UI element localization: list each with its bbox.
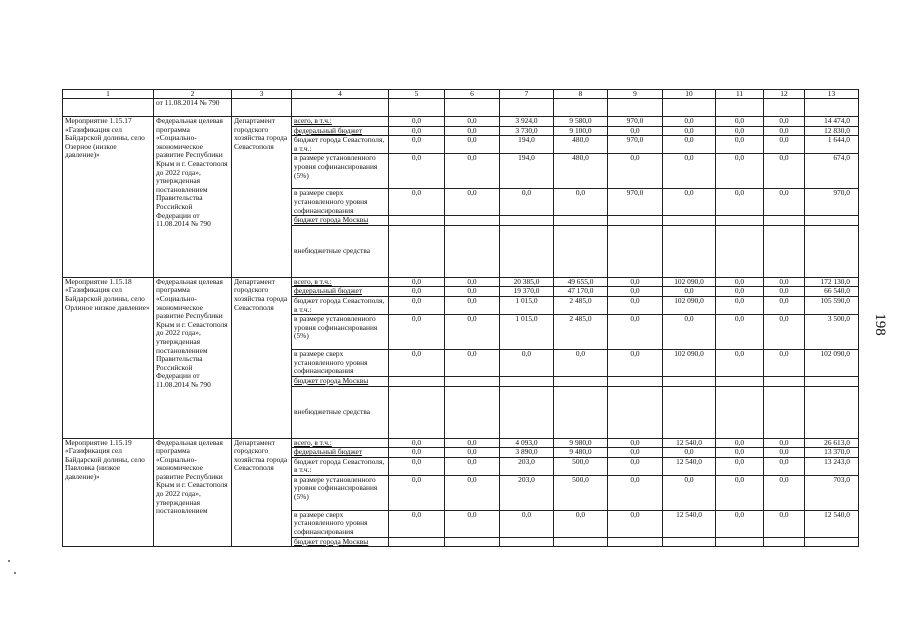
col-header: 12 (764, 90, 805, 99)
value-cell: 0,0 (764, 189, 805, 216)
value-cell: 0,0 (445, 315, 500, 350)
value-cell: 0,0 (445, 510, 500, 537)
value-cell: 0,0 (445, 117, 500, 127)
row-label: федеральный бюджет (292, 448, 389, 458)
col-header: 13 (805, 90, 859, 99)
row-label: бюджет города Севастополя, в т.ч.: (292, 136, 389, 154)
value-cell: 0,0 (608, 296, 663, 314)
table-row (63, 438, 859, 448)
value-cell: 0,0 (389, 136, 445, 154)
value-cell: 970,0 (608, 117, 663, 127)
value-cell (445, 216, 500, 226)
value-cell (716, 537, 764, 547)
value-cell: 0,0 (445, 296, 500, 314)
value-cell: 9 480,0 (554, 448, 608, 458)
program-cell: Федеральная целевая программа «Социально-экономическое развитие Республики Крым и г. Севастополя до 2022 года», утвержденная постановлением Правительства Российской Федерации от 11.08.2014 № 790 (154, 117, 232, 278)
col-header: 8 (554, 90, 608, 99)
value-cell: 0,0 (445, 189, 500, 216)
value-cell: 3 730,0 (500, 126, 554, 136)
program-cell: от 11.08.2014 № 790 (154, 99, 232, 117)
row-label: всего, в т.ч.: (292, 277, 389, 287)
value-cell: 194,0 (500, 136, 554, 154)
measure-title: Мероприятие 1.15.17 «Газификация сел Байдарской долины, село Озерное (низкое давление)» (63, 117, 154, 278)
col-header: 5 (389, 90, 445, 99)
value-cell (716, 376, 764, 386)
value-cell: 480,0 (554, 154, 608, 189)
value-cell: 0,0 (608, 457, 663, 475)
value-cell: 0,0 (764, 350, 805, 377)
value-cell: 66 540,0 (805, 287, 859, 297)
col-header: 7 (500, 90, 554, 99)
header-row (63, 90, 859, 99)
value-cell: 0,0 (389, 154, 445, 189)
value-cell: 9 580,0 (554, 117, 608, 127)
value-cell: 0,0 (500, 350, 554, 377)
value-cell: 0,0 (389, 457, 445, 475)
value-cell: 0,0 (445, 136, 500, 154)
row-label: бюджет города Севастополя, в т.ч.: (292, 457, 389, 475)
value-cell: 14 474,0 (805, 117, 859, 127)
value-cell (445, 225, 500, 277)
value-cell: 0,0 (764, 117, 805, 127)
value-cell (805, 386, 859, 438)
page-number: 198 (871, 313, 888, 336)
department-cell: Департамент городского хозяйства города Севастополя (232, 277, 292, 438)
value-cell: 9 980,0 (554, 438, 608, 448)
value-cell: 0,0 (608, 315, 663, 350)
table-row (63, 277, 859, 287)
value-cell (805, 225, 859, 277)
value-cell: 12 540,0 (805, 510, 859, 537)
value-cell (500, 386, 554, 438)
value-cell: 0,0 (389, 126, 445, 136)
value-cell: 12 830,0 (805, 126, 859, 136)
value-cell: 0,0 (663, 287, 716, 297)
value-cell: 0,0 (764, 438, 805, 448)
value-cell (716, 225, 764, 277)
value-cell (554, 216, 608, 226)
value-cell (445, 537, 500, 547)
value-cell (805, 376, 859, 386)
value-cell (554, 225, 608, 277)
value-cell (764, 386, 805, 438)
value-cell: 970,0 (608, 189, 663, 216)
value-cell: 0,0 (764, 510, 805, 537)
value-cell (716, 216, 764, 226)
value-cell: 0,0 (663, 154, 716, 189)
col-header: 11 (716, 90, 764, 99)
value-cell: 0,0 (445, 350, 500, 377)
row-label: бюджет города Москвы (292, 537, 389, 547)
value-cell (445, 376, 500, 386)
value-cell (554, 386, 608, 438)
value-cell: 0,0 (716, 136, 764, 154)
value-cell (764, 225, 805, 277)
value-cell (663, 225, 716, 277)
value-cell (608, 376, 663, 386)
value-cell: 0,0 (500, 510, 554, 537)
row-label: в размере сверх установленного уровня софинансирования (292, 350, 389, 377)
value-cell: 0,0 (663, 475, 716, 510)
value-cell: 0,0 (764, 277, 805, 287)
value-cell: 0,0 (608, 126, 663, 136)
value-cell: 703,0 (805, 475, 859, 510)
row-label: внебюджетные средства (292, 386, 389, 438)
value-cell: 102 090,0 (663, 277, 716, 287)
value-cell: 0,0 (554, 189, 608, 216)
scan-speck (8, 560, 10, 562)
value-cell: 9 100,0 (554, 126, 608, 136)
value-cell (389, 225, 445, 277)
row-label: в размере установленного уровня софинансирования (5%) (292, 154, 389, 189)
value-cell (500, 216, 554, 226)
col-header: 10 (663, 90, 716, 99)
row-label: в размере установленного уровня софинансирования (5%) (292, 475, 389, 510)
value-cell: 2 485,0 (554, 296, 608, 314)
table-row (63, 117, 859, 127)
department-cell: Департамент городского хозяйства города Севастополя (232, 438, 292, 547)
row-label: внебюджетные средства (292, 225, 389, 277)
value-cell: 0,0 (716, 296, 764, 314)
value-cell: 0,0 (389, 117, 445, 127)
value-cell: 0,0 (764, 457, 805, 475)
value-cell (805, 216, 859, 226)
row-label: федеральный бюджет (292, 126, 389, 136)
value-cell: 0,0 (716, 126, 764, 136)
value-cell: 0,0 (608, 154, 663, 189)
col-header: 4 (292, 90, 389, 99)
value-cell: 1 015,0 (500, 315, 554, 350)
value-cell: 102 090,0 (663, 350, 716, 377)
value-cell: 0,0 (608, 350, 663, 377)
value-cell (445, 386, 500, 438)
value-cell: 0,0 (389, 448, 445, 458)
value-cell: 0,0 (608, 438, 663, 448)
value-cell (764, 376, 805, 386)
department-cell: Департамент городского хозяйства города Севастополя (232, 117, 292, 278)
value-cell: 26 613,0 (805, 438, 859, 448)
value-cell (805, 537, 859, 547)
col-header: 6 (445, 90, 500, 99)
value-cell: 970,0 (805, 189, 859, 216)
measure-title: Мероприятие 1.15.19 «Газификация сел Байдарской долины, село Павловка (низкое давление)» (63, 438, 154, 547)
value-cell: 0,0 (716, 438, 764, 448)
value-cell (500, 537, 554, 547)
program-cell: Федеральная целевая программа «Социально-экономическое развитие Республики Крым и г. Севастополя до 2022 года», утвержденная постановлением (154, 438, 232, 547)
value-cell: 0,0 (764, 154, 805, 189)
row-label: в размере сверх установленного уровня софинансирования (292, 189, 389, 216)
value-cell: 0,0 (764, 448, 805, 458)
value-cell: 0,0 (716, 189, 764, 216)
value-cell (608, 537, 663, 547)
value-cell: 0,0 (445, 277, 500, 287)
value-cell: 0,0 (389, 315, 445, 350)
value-cell: 12 540,0 (663, 457, 716, 475)
value-cell: 102 090,0 (663, 296, 716, 314)
value-cell: 0,0 (389, 475, 445, 510)
value-cell: 0,0 (445, 438, 500, 448)
value-cell: 105 590,0 (805, 296, 859, 314)
value-cell (389, 537, 445, 547)
row-label: федеральный бюджет (292, 287, 389, 297)
value-cell: 0,0 (445, 126, 500, 136)
value-cell: 1 015,0 (500, 296, 554, 314)
value-cell (389, 376, 445, 386)
value-cell: 194,0 (500, 154, 554, 189)
row-label: всего, в т.ч.: (292, 438, 389, 448)
value-cell: 3 924,0 (500, 117, 554, 127)
value-cell: 0,0 (608, 448, 663, 458)
value-cell: 0,0 (716, 315, 764, 350)
value-cell: 0,0 (389, 438, 445, 448)
col-header: 9 (608, 90, 663, 99)
value-cell: 0,0 (389, 510, 445, 537)
row-label: бюджет города Москвы (292, 376, 389, 386)
value-cell: 500,0 (554, 475, 608, 510)
value-cell: 12 540,0 (663, 510, 716, 537)
value-cell: 0,0 (663, 448, 716, 458)
scan-speck (14, 572, 16, 574)
value-cell: 674,0 (805, 154, 859, 189)
value-cell: 0,0 (389, 277, 445, 287)
row-label: в размере установленного уровня софинансирования (5%) (292, 315, 389, 350)
value-cell: 13 243,0 (805, 457, 859, 475)
value-cell: 203,0 (500, 457, 554, 475)
value-cell: 2 485,0 (554, 315, 608, 350)
value-cell: 0,0 (764, 475, 805, 510)
value-cell: 0,0 (764, 136, 805, 154)
value-cell: 0,0 (716, 457, 764, 475)
value-cell: 0,0 (716, 448, 764, 458)
value-cell: 203,0 (500, 475, 554, 510)
value-cell: 0,0 (445, 154, 500, 189)
value-cell: 0,0 (445, 475, 500, 510)
value-cell: 0,0 (500, 189, 554, 216)
value-cell (389, 386, 445, 438)
value-cell: 970,0 (608, 136, 663, 154)
value-cell (608, 216, 663, 226)
col-header: 1 (63, 90, 154, 99)
value-cell: 0,0 (445, 457, 500, 475)
value-cell: 0,0 (716, 154, 764, 189)
value-cell: 0,0 (608, 475, 663, 510)
value-cell: 0,0 (663, 117, 716, 127)
value-cell (500, 225, 554, 277)
value-cell: 0,0 (554, 510, 608, 537)
value-cell: 0,0 (554, 350, 608, 377)
value-cell: 480,0 (554, 136, 608, 154)
value-cell: 0,0 (764, 126, 805, 136)
value-cell (500, 376, 554, 386)
value-cell: 0,0 (389, 189, 445, 216)
value-cell: 49 655,0 (554, 277, 608, 287)
value-cell: 0,0 (764, 296, 805, 314)
value-cell (389, 216, 445, 226)
value-cell: 12 540,0 (663, 438, 716, 448)
value-cell: 0,0 (716, 350, 764, 377)
value-cell: 47 170,0 (554, 287, 608, 297)
col-header: 2 (154, 90, 232, 99)
value-cell (663, 386, 716, 438)
row-label: всего, в т.ч.: (292, 117, 389, 127)
value-cell: 0,0 (716, 287, 764, 297)
col-header: 3 (232, 90, 292, 99)
value-cell: 0,0 (663, 126, 716, 136)
value-cell: 1 644,0 (805, 136, 859, 154)
row-label: бюджет города Москвы (292, 216, 389, 226)
value-cell: 0,0 (445, 287, 500, 297)
value-cell (764, 537, 805, 547)
value-cell: 0,0 (663, 136, 716, 154)
value-cell: 0,0 (716, 117, 764, 127)
value-cell (608, 225, 663, 277)
value-cell (554, 376, 608, 386)
measure-title: Мероприятие 1.15.18 «Газификация сел Байдарской долины, село Орлиное низкое давление» (63, 277, 154, 438)
value-cell: 0,0 (608, 510, 663, 537)
value-cell: 0,0 (764, 287, 805, 297)
value-cell (764, 216, 805, 226)
budget-table (62, 89, 859, 547)
value-cell: 3 500,0 (805, 315, 859, 350)
value-cell (663, 376, 716, 386)
continuation-row (63, 99, 859, 117)
value-cell: 0,0 (445, 448, 500, 458)
row-label: в размере сверх установленного уровня софинансирования (292, 510, 389, 537)
row-label: бюджет города Севастополя, в т.ч.: (292, 296, 389, 314)
value-cell: 13 370,0 (805, 448, 859, 458)
value-cell: 4 093,0 (500, 438, 554, 448)
value-cell: 0,0 (716, 277, 764, 287)
value-cell: 172 130,0 (805, 277, 859, 287)
value-cell: 20 385,0 (500, 277, 554, 287)
value-cell: 0,0 (389, 296, 445, 314)
value-cell: 500,0 (554, 457, 608, 475)
value-cell: 0,0 (608, 287, 663, 297)
value-cell: 0,0 (716, 475, 764, 510)
value-cell: 0,0 (389, 350, 445, 377)
value-cell: 0,0 (663, 315, 716, 350)
value-cell: 0,0 (764, 315, 805, 350)
program-cell: Федеральная целевая программа «Социально-экономическое развитие Республики Крым и г. Севастополя до 2022 года», утвержденная постановлением Правительства Российской Федерации от 11.08.2014 № 790 (154, 277, 232, 438)
value-cell: 0,0 (389, 287, 445, 297)
value-cell: 0,0 (608, 277, 663, 287)
value-cell: 0,0 (663, 189, 716, 216)
value-cell (608, 386, 663, 438)
value-cell: 0,0 (716, 510, 764, 537)
value-cell: 19 370,0 (500, 287, 554, 297)
value-cell (716, 386, 764, 438)
value-cell: 102 090,0 (805, 350, 859, 377)
value-cell: 3 890,0 (500, 448, 554, 458)
value-cell (554, 537, 608, 547)
value-cell (663, 537, 716, 547)
value-cell (663, 216, 716, 226)
